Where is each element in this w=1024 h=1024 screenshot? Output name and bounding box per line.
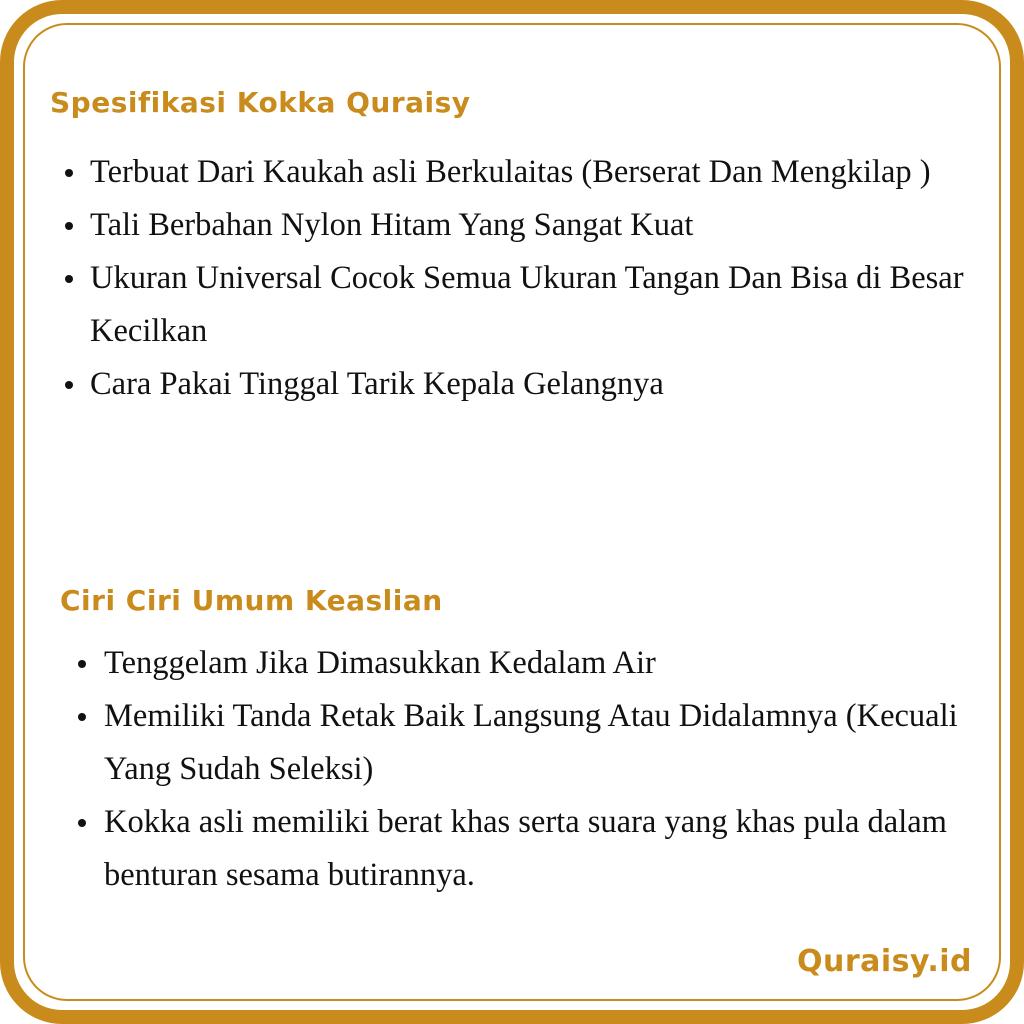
list-item: Memiliki Tanda Retak Baik Langsung Atau Didalamnya (Kecuali Yang Sudah Seleksi)	[104, 690, 984, 796]
section-title-authenticity: Ciri Ciri Umum Keaslian	[60, 584, 443, 617]
list-item: Cara Pakai Tinggal Tarik Kepala Gelangnya	[90, 358, 990, 411]
list-item: Ukuran Universal Cocok Semua Ukuran Tangan Dan Bisa di Besar Kecilkan	[90, 252, 990, 358]
authenticity-list	[104, 637, 984, 902]
section-title-specifications: Spesifikasi Kokka Quraisy	[50, 86, 471, 119]
specifications-list	[90, 146, 990, 411]
brand-logo: Quraisy.id	[797, 944, 972, 979]
list-item: Kokka asli memiliki berat khas serta suara yang khas pula dalam benturan sesama butirannya.	[104, 796, 984, 902]
list-item: Tenggelam Jika Dimasukkan Kedalam Air	[104, 637, 984, 690]
list-item: Terbuat Dari Kaukah asli Berkulaitas (Berserat Dan Mengkilap )	[90, 146, 990, 199]
list-item: Tali Berbahan Nylon Hitam Yang Sangat Kuat	[90, 199, 990, 252]
